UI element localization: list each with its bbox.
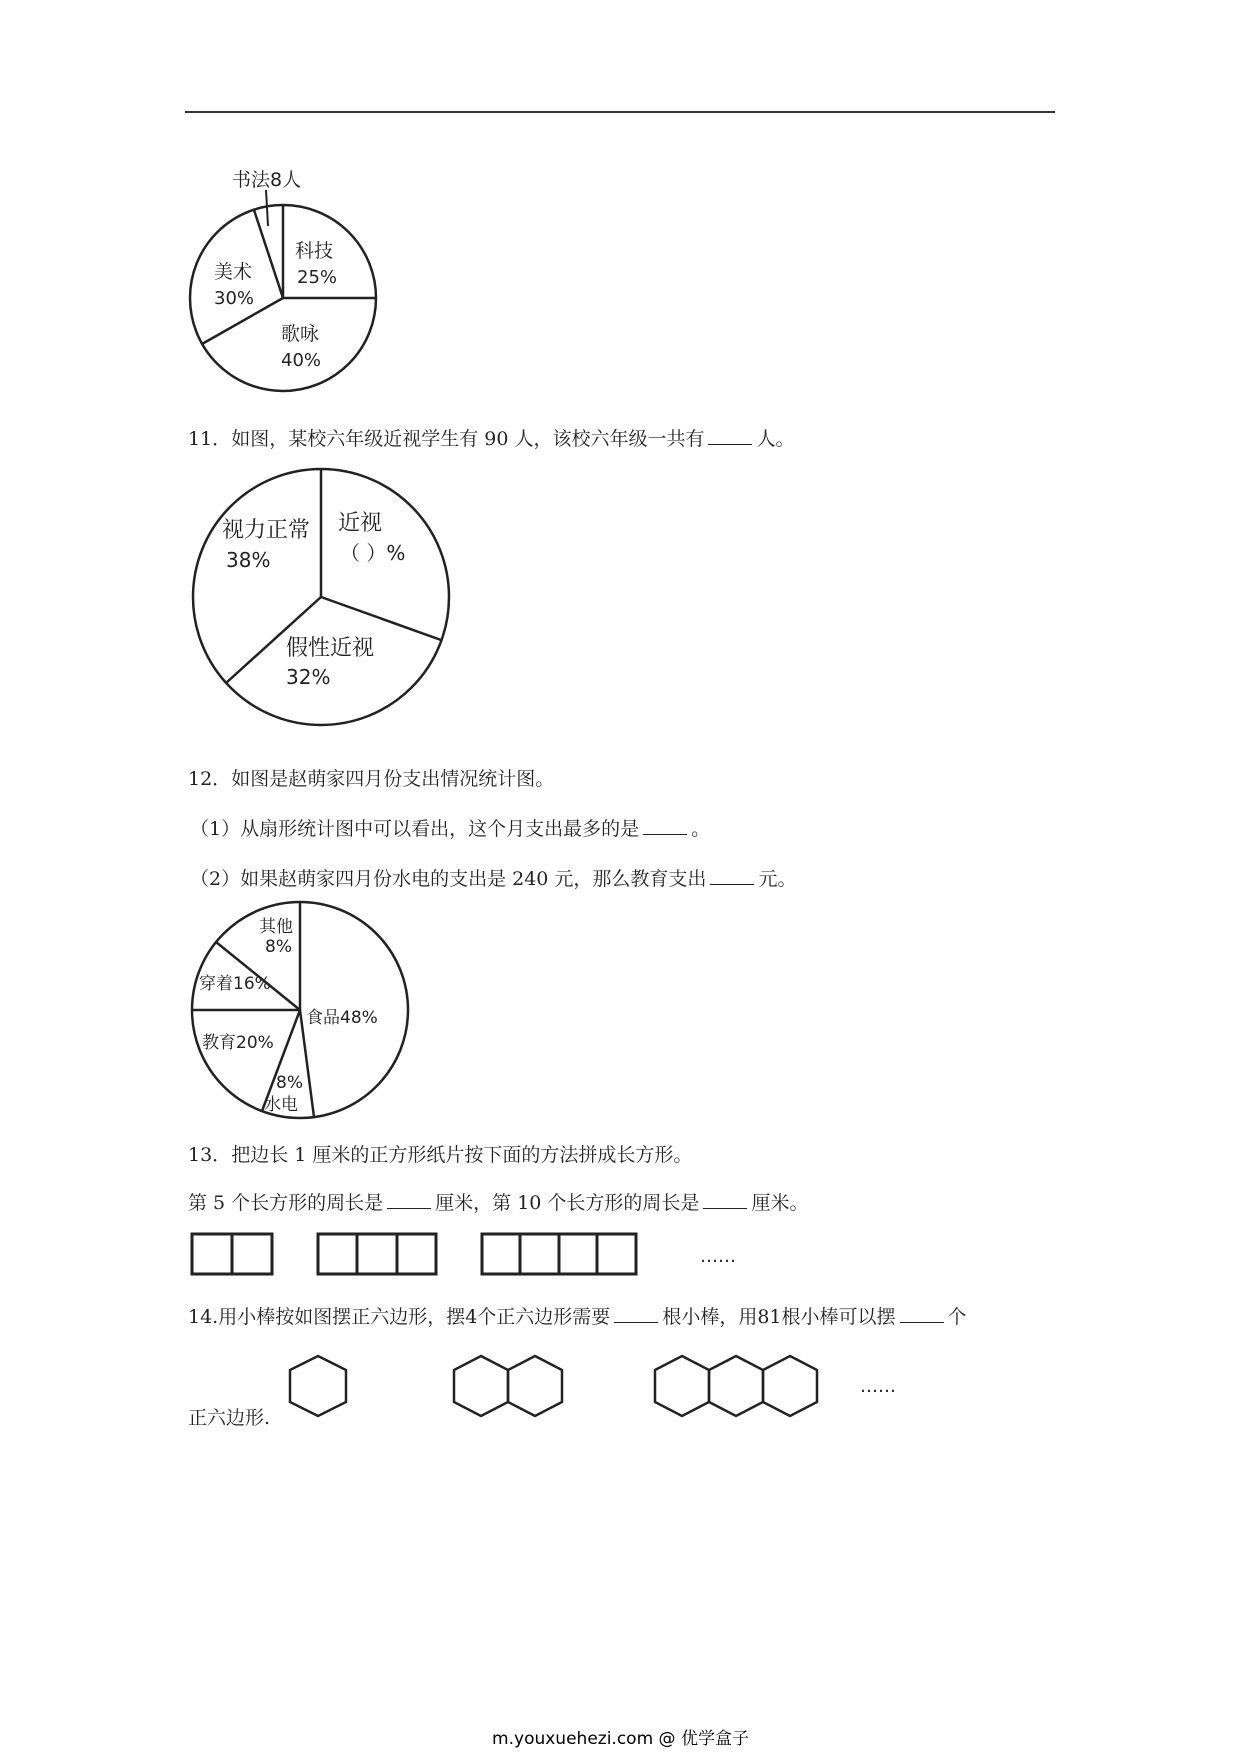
q13-title-text: 把边长 1 厘米的正方形纸片按下面的方法拼成长方形。: [231, 1144, 693, 1166]
q12-label-food: 食品: [306, 1008, 340, 1028]
q11-pct-normal: 38%: [226, 548, 271, 572]
pie1-label-art: 美术: [214, 261, 253, 283]
q14-line2: 正六边形.: [188, 1407, 271, 1429]
q12-sub2-answer-blank[interactable]: [710, 866, 754, 885]
q12-label-education: 教育: [202, 1033, 236, 1053]
q12-label-utilities: 水电: [264, 1095, 298, 1115]
pie1-pct-art: 30%: [214, 288, 255, 309]
q12-title-text: 如图是赵萌家四月份支出情况统计图。: [231, 768, 555, 790]
q12-pct-clothing: 16%: [233, 974, 271, 994]
pie-chart-expenses: [185, 900, 425, 1130]
q11-label-pseudo: 假性近视: [286, 636, 375, 661]
q12-sub2-after: 元。: [758, 868, 797, 890]
q11-text-before: 如图，某校六年级近视学生有 90 人，该校六年级一共有: [231, 428, 705, 450]
q12-sub1-after: 。: [691, 818, 711, 840]
q11-pct-pseudo: 32%: [286, 665, 331, 689]
q13-part1: 第 5 个长方形的周长是: [188, 1192, 384, 1214]
q14-answer-blank-2[interactable]: [900, 1304, 944, 1323]
q12-label-other: 其他: [259, 917, 293, 937]
q14-part2: 根小棒，用81根小棒可以摆: [662, 1306, 896, 1328]
q14-part1: 用小棒按如图摆正六边形，摆4个正六边形需要: [218, 1306, 611, 1328]
q13-answer-blank-1[interactable]: [387, 1190, 431, 1209]
q14-question: [188, 1302, 967, 1329]
q12-sub1: [190, 814, 710, 841]
pie1-pct-tech: 25%: [297, 267, 338, 288]
q11-number: 11．: [188, 428, 232, 450]
q12-pct-other: 8%: [265, 937, 292, 957]
q14-answer-blank-1[interactable]: [614, 1304, 658, 1323]
q12-number: 12．: [188, 768, 232, 790]
footer-source: m.youxuehezi.com @ 优学盒子: [492, 1729, 749, 1749]
pie1-label-singing: 歌咏: [281, 323, 320, 345]
pie1-label-calligraphy: 书法8人: [232, 169, 302, 191]
q14-ellipsis: ……: [860, 1376, 896, 1397]
q13-part2: 厘米，第 10 个长方形的周长是: [435, 1192, 700, 1214]
q13-number: 13．: [188, 1144, 232, 1166]
q11-text-after: 人。: [756, 428, 795, 450]
q11-answer-blank[interactable]: [708, 426, 752, 445]
rectangles-figure: [190, 1232, 790, 1282]
q12-label-clothing: 穿着: [199, 974, 233, 994]
q13-ellipsis: ……: [700, 1246, 736, 1267]
header-rule: [185, 111, 1055, 113]
hexagons-figure: [280, 1350, 920, 1430]
q14-part3: 个: [947, 1306, 967, 1328]
q13-answer-blank-2[interactable]: [703, 1190, 747, 1209]
pie1-pct-singing: 40%: [281, 350, 322, 371]
q13-question: [188, 1188, 808, 1215]
pie-chart-eyesight: [185, 470, 465, 740]
q12-title: [188, 764, 554, 791]
q12-sub1-answer-blank[interactable]: [643, 816, 687, 835]
q11-pct-myopia: （ ）%: [340, 541, 406, 565]
q12-sub2-before: （2）如果赵萌家四月份水电的支出是 240 元，那么教育支出: [190, 868, 707, 890]
q13-part3: 厘米。: [751, 1192, 809, 1214]
q12-pct-utilities: 8%: [276, 1073, 303, 1093]
q13-title: [188, 1140, 692, 1167]
q12-sub2: [190, 864, 796, 891]
q11-label-myopia: 近视: [338, 511, 383, 536]
q14-number: 14.: [188, 1306, 219, 1328]
q11-text: [188, 424, 794, 451]
q11-label-normal: 视力正常: [222, 518, 311, 543]
q12-pct-food: 48%: [340, 1008, 378, 1028]
pie1-label-tech: 科技: [295, 240, 334, 262]
q12-sub1-before: （1）从扇形统计图中可以看出，这个月支出最多的是: [190, 818, 640, 840]
q12-pct-education: 20%: [236, 1033, 274, 1053]
pie-chart-groups: [180, 160, 420, 400]
